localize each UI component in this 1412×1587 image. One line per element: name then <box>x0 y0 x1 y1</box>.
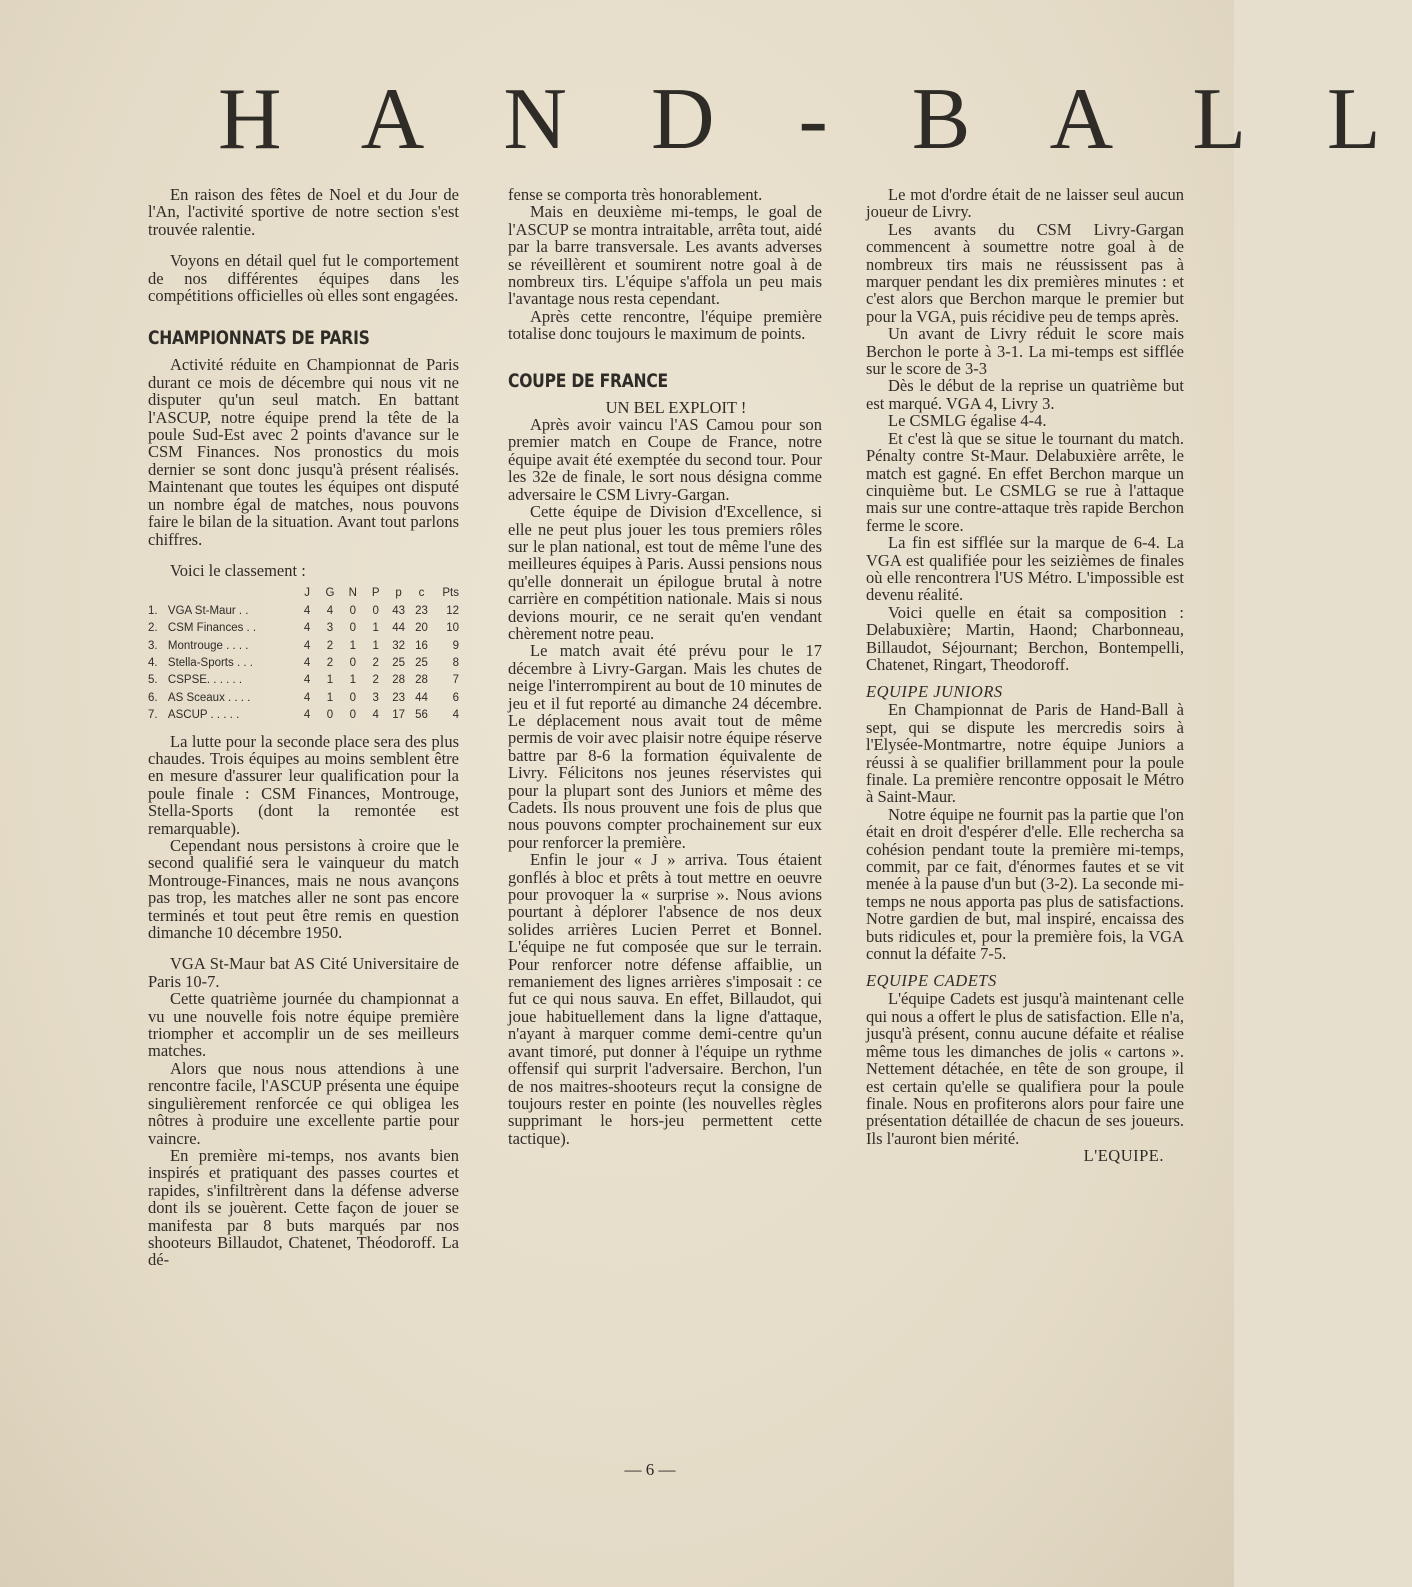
standings-header-row <box>148 585 459 602</box>
table-row: 3. Montrouge . . . . 4 2 1 1 32 16 9 <box>148 639 459 652</box>
page-number: — 6 — <box>624 1460 676 1479</box>
body-paragraph: En Championnat de Paris de Hand-Ball à sept, qui se dispute les mercredis soirs à l'Elysée-Montmartre, notre équipe Juniors a réussi à se qualifier brillamment pour la poule finale. La première rencontre opposait le Métro à Saint-Maur. <box>866 700 1184 807</box>
page-title: H A N D - B A L L <box>218 71 1412 168</box>
body-paragraph: Cependant nous persistons à croire que le second qualifié sera le vainqueur du match Montrouge-Finances, mais ne nous avançons pas trop, les matches aller ne sont pas encore terminés et tout peut être remis en question dimanche 10 décembre 1950. <box>148 836 459 943</box>
body-paragraph: Dès le début de la reprise un quatrième but est marqué. VGA 4, Livry 3. <box>866 376 1184 413</box>
table-row: 2. CSM Finances . . 4 3 0 1 44 20 10 <box>148 622 459 635</box>
table-row: 4. Stella-Sports . . . 4 2 0 2 25 25 8 <box>148 656 459 669</box>
body-paragraph: Notre équipe ne fournit pas la partie que l'on était en droit d'espérer d'elle. Elle rechercha sa cohésion pendant toute la première mi-temps, commit, par ce fait, d'énormes fautes et se vit menée à la pause d'un but (3-2). La seconde mi-temps ne nous apporta pas plus de satisfactions. Notre gardien de but, mal inspiré, encaissa des buts ridicules et, pour la première fois, la VGA connut la défaite 7-5. <box>866 804 1184 964</box>
col-header-g: G <box>325 587 335 600</box>
column-1 <box>148 186 459 1269</box>
body-paragraph: Après cette rencontre, l'équipe première totalise donc toujours le maximum de points. <box>508 306 822 344</box>
col-header-j: J <box>304 587 310 600</box>
table-row: 7. ASCUP . . . . . 4 0 0 4 17 56 4 <box>148 709 459 722</box>
table-row: 5. CSPSE. . . . . . 4 1 1 2 28 28 7 <box>148 674 459 687</box>
body-paragraph: Après avoir vaincu l'AS Camou pour son premier match en Coupe de France, notre équipe avait été exemptée du second tour. Pour les 32e de finale, le sort nous désigna comme adversaire le CSM Livry-Gargan. <box>508 415 822 504</box>
table-row: 1. VGA St-Maur . . 4 4 0 0 43 23 12 <box>148 604 459 617</box>
col-header-pts: Pts <box>442 587 459 600</box>
col-header-p: P <box>371 587 380 600</box>
body-paragraph: Alors que nous nous attendions à une rencontre facile, l'ASCUP présenta une équipe singulièrement renforcée ce qui obligea les nôtres à produire une excellente partie pour vaincre. <box>148 1058 459 1148</box>
body-paragraph: Activité réduite en Championnat de Paris durant ce mois de décembre qui nous vit ne disputer qu'un seul match. En battant l'ASCUP, notre équipe prend la tête de la poule Sud-Est avec 2 points d'avance sur le CSM Finances. Nos pronostics du mois dernier se sont donc jusqu'à présent réalisés. Maintenant que toutes les équipes ont disputé un nombre égal de matches, nous pouvons faire le bilan de la situation. Avant tout parlons chiffres. <box>148 355 459 549</box>
body-paragraph: Le match avait été prévu pour le 17 décembre à Livry-Gargan. Mais les chutes de neige l'interrompirent au bout de 10 minutes de jeu et il fut reporté au dimanche 24 décembre. Le déplacement nous avait tout de même permis de voir avec plaisir notre équipe réserve battre par 8-6 la formation équivalente de Livry. Félicitons nos jeunes réservistes qui pour la plupart sont des Juniors et même des Cadets. Ils nous prouvent une fois de plus que nous pouvons compter prochainement sur eux pour renforcer la première. <box>508 641 822 852</box>
match-title: VGA St-Maur bat AS Cité Universitaire de Paris 10-7. <box>148 954 459 991</box>
body-paragraph: Voici quelle en était sa composition : Delabuxière; Martin, Haond; Charbonneau, Billaudot, Séjournant; Berchon, Bontempelli, Chatenet, Ringart, Theodoroff. <box>866 602 1184 674</box>
signature: L'EQUIPE. <box>1083 1146 1164 1166</box>
col-header-contre: c <box>418 587 425 600</box>
column-2 <box>508 186 822 1147</box>
col-header-pour: p <box>395 587 402 600</box>
col-header-n: N <box>348 587 357 600</box>
body-paragraph: Et c'est là que se situe le tournant du match. Pénalty contre St-Maur. Delabuxière arrête, le match est gagné. En effet Berchon marque un cinquième but. Le CSMLG se rue à l'attaque mais sur une contre-attaque très rapide Berchon ferme le score. <box>866 428 1184 535</box>
body-paragraph: Le CSMLG égalise 4-4. <box>888 411 1047 431</box>
body-paragraph: La fin est sifflée sur la marque de 6-4. La VGA est qualifiée pour les seizièmes de finales où elle rencontrera l'US Métro. L'impossible est devenu réalité. <box>866 533 1184 605</box>
body-paragraph: Mais en deuxième mi-temps, le goal de l'ASCUP se montra intraitable, arrêta tout, aidé par la barre transversale. Les avants adverses se réveillèrent et soumirent notre goal à de nombreux tirs. L'équipe s'affola un peu mais l'avantage nous resta cependant. <box>508 202 822 309</box>
standings-table <box>148 585 459 724</box>
intro-paragraph: Voyons en détail quel fut le comportement de nos différentes équipes dans les compétitions officielles où elles sont engagées. <box>148 251 459 306</box>
body-paragraph: Cette quatrième journée du championnat a vu une nouvelle fois notre équipe première triompher et accomplir un de ses meilleurs matches. <box>148 989 459 1061</box>
standings-intro: Voici le classement : <box>170 560 306 580</box>
table-row: 6. AS Sceaux . . . . 4 1 0 3 23 44 6 <box>148 691 459 704</box>
body-paragraph: Enfin le jour « J » arriva. Tous étaient gonflés à bloc et prêts à tout mettre en oeuvre pour provoquer la « surprise ». Nous avions pourtant à déplorer l'absence de nos deux solides arrières Lucien Perret et Bonnel. L'équipe ne fut composée que sur le terrain. Pour renforcer notre défense affaiblie, un remaniement des lignes arrières s'imposait : ce fut ce qui nous sauva. En effet, Billaudot, qui joue habituellement dans la ligne d'attaque, n'ayant à marquer comme demi-centre qu'un avant timoré, put donner à l'équipe un rythme offensif qui surprit l'adversaire. Berchon, l'un de nos maitres-shooteurs reçut la consigne de toujours rester en pointe (les nouvelles règles supprimant le hors-jeu permettent cette tactique). <box>508 850 822 1148</box>
body-paragraph: fense se comporta très honorablement. <box>508 185 763 204</box>
intro-paragraph: En raison des fêtes de Noel et du Jour de l'An, l'activité sportive de notre section s'est trouvée ralentie. <box>148 185 459 239</box>
body-paragraph: Un avant de Livry réduit le score mais Berchon le porte à 3-1. La mi-temps est sifflée sur le score de 3-3 <box>866 324 1184 379</box>
subheading-cadets: EQUIPE CADETS <box>866 971 997 991</box>
subheading-juniors: EQUIPE JUNIORS <box>866 682 1003 702</box>
body-paragraph: Les avants du CSM Livry-Gargan commencent à soumettre notre goal à de nombreux tirs mais ne réussissent pas à marquer pendant les dix premières minutes : et c'est alors que Berchon marque le premier but pour la VGA, puis récidive peu de temps après. <box>866 219 1184 326</box>
body-paragraph: En première mi-temps, nos avants bien inspirés et pratiquant des passes courtes et rapides, s'infiltrèrent dans la défense adverse dont ils se jouèrent. Cette façon de jouer se manifesta par 8 buts marqués par nos shooteurs Billaudot, Chatenet, Théodoroff. La dé- <box>148 1145 459 1270</box>
body-paragraph: Cette équipe de Division d'Excellence, si elle ne peut plus jouer les tous premiers rôles sur le plan national, est tout de même l'une des meilleures équipes à Paris. Aussi pensions nous qu'elle donnerait un épilogue brutal à notre carrière en compétition nationale. Mais si nous devions mourir, ce ne serait qu'en vendant chèrement notre peau. <box>508 502 822 643</box>
section-heading-coupe-de-france: COUPE DE FRANCE <box>508 369 668 392</box>
body-paragraph: La lutte pour la seconde place sera des plus chaudes. Trois équipes au moins semblent être en mesure d'assurer leur qualification pour la poule finale : CSM Finances, Montrouge, Stella-Sports (dont la remontée est remarquable). <box>148 731 459 838</box>
section-heading-championnats: CHAMPIONNATS DE PARIS <box>148 327 370 350</box>
section-subtitle: UN BEL EXPLOIT ! <box>605 397 747 417</box>
body-paragraph: Le mot d'ordre était de ne laisser seul aucun joueur de Livry. <box>866 185 1184 222</box>
body-paragraph: L'équipe Cadets est jusqu'à maintenant celle qui nous a offert le plus de satisfaction. Elle n'a, jusqu'à présent, connu aucune défaite et réalise même tous les dimanches de jolis « cartons ». Nettement détachée, en tête de son groupe, il est certain qu'elle se qualifiera pour la poule finale. Nous en profiterons alors pour faire une présentation détaillée de chacun de ses joueurs. Ils l'auront bien mérité. <box>866 989 1184 1148</box>
column-3 <box>866 186 1184 1165</box>
